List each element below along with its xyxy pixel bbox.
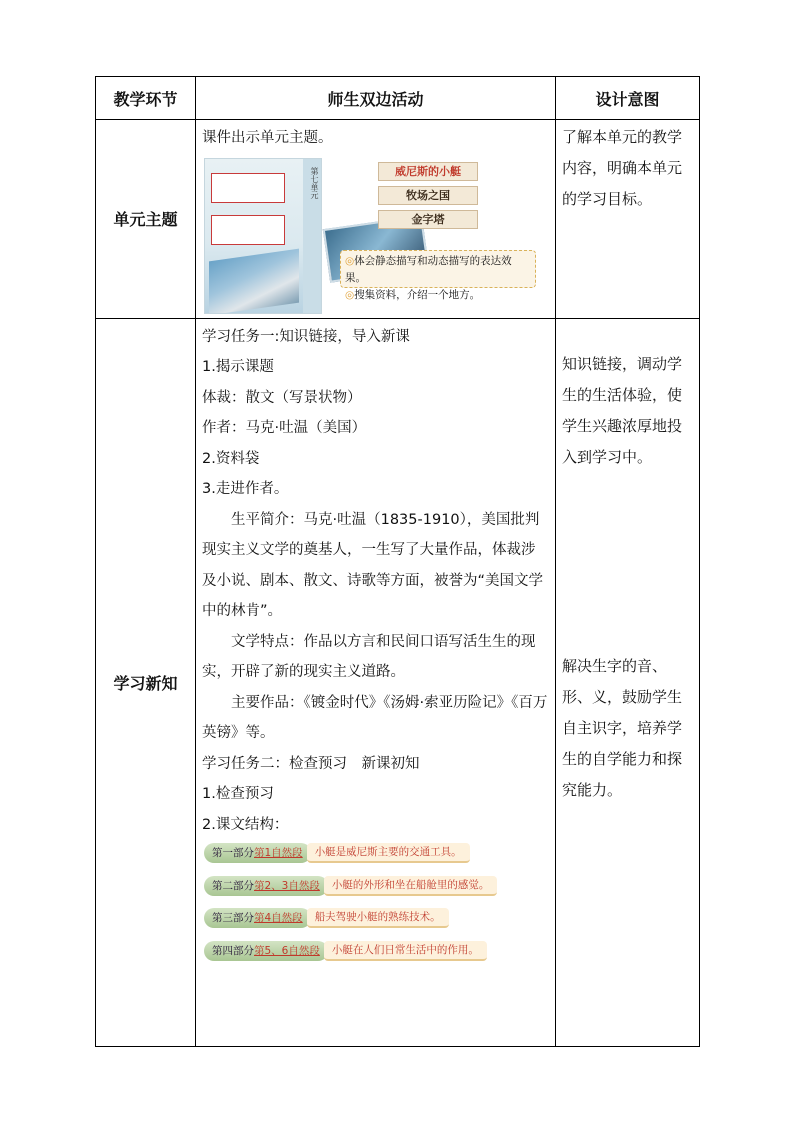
structure-row: 第一部分第1自然段 小艇是威尼斯主要的交通工具。	[204, 842, 549, 864]
row-new-knowledge	[96, 318, 700, 1046]
unit-label: 第七单元	[310, 166, 319, 199]
genre: 体裁：散文（写景状物）	[202, 389, 362, 406]
goal-1: 体会静态描写和动态描写的表达效果。	[345, 254, 512, 284]
structure-row: 第四部分第5、6自然段 小艇在人们日常生活中的作用。	[204, 940, 549, 962]
header-row	[96, 77, 700, 120]
intent-new-knowledge	[556, 318, 700, 1046]
lesson-plan-table	[95, 76, 700, 1047]
header-intent: 设计意图	[556, 77, 700, 120]
literary-features: 文学特点：作品以方言和民间口语写活生生的现实，开辟了新的现实主义道路。	[202, 633, 536, 680]
meet-author: 3.走进作者。	[202, 481, 289, 497]
author: 作者：马克·吐温（美国）	[202, 420, 367, 436]
lesson-title-3: 金字塔	[378, 210, 478, 229]
intent-knowledge-link: 知识链接，调动学生的生活体验，使学生兴趣浓厚地投入到学习中。	[562, 354, 683, 466]
intent-preview: 解决生字的音、形、义，鼓励学生自主识字，培养学生的自学能力和探究能力。	[562, 656, 683, 799]
header-activity: 师生双边活动	[196, 77, 556, 120]
stage-new-knowledge: 学习新知	[96, 318, 196, 1046]
unit-goals: ◎体会静态描写和动态描写的表达效果。 ◎搜集资料，介绍一个地方。	[340, 250, 536, 288]
goal-2: 搜集资料，介绍一个地方。	[354, 288, 481, 301]
structure-row: 第二部分第2、3自然段 小艇的外形和坐在船舱里的感觉。	[204, 875, 549, 897]
resource-bag: 2.资料袋	[202, 450, 260, 467]
check-preview: 1.检查预习	[202, 786, 274, 802]
landscape-photo	[209, 248, 299, 313]
task-2-title: 学习任务二：检查预习 新课初知	[202, 755, 420, 772]
structure-row: 第三部分第4自然段 船夫驾驶小艇的熟练技术。	[204, 907, 549, 929]
header-stage: 教学环节	[96, 77, 196, 120]
activity-new-knowledge	[196, 318, 556, 1046]
reveal-title: 1.揭示课题	[202, 359, 274, 375]
intent-unit-theme: 了解本单元的教学内容，明确本单元的学习目标。	[556, 120, 700, 319]
lesson-title-1: 威尼斯的小艇	[378, 162, 478, 181]
author-bio: 生平简介：马克·吐温（1835-1910），美国批判现实主义文学的奠基人，一生写了大量作品，体裁涉及小说、剧本、散文、诗歌等方面，被誉为“美国文学中的林肯”。	[202, 511, 544, 619]
major-works: 主要作品：《镀金时代》《汤姆·索亚历险记》《百万英镑》等。	[202, 694, 548, 741]
text-structure-label: 2.课文结构：	[202, 816, 289, 833]
activity-intro: 课件出示单元主题。	[202, 130, 333, 146]
row-unit-theme	[96, 120, 700, 319]
activity-unit-theme	[196, 120, 556, 319]
unit-theme-image	[202, 158, 549, 318]
textbook-cover	[204, 158, 322, 314]
lesson-title-2: 牧场之国	[378, 186, 478, 205]
stage-unit-theme: 单元主题	[96, 120, 196, 319]
task-1-title: 学习任务一:知识链接，导入新课	[202, 328, 410, 345]
text-structure	[202, 842, 549, 962]
